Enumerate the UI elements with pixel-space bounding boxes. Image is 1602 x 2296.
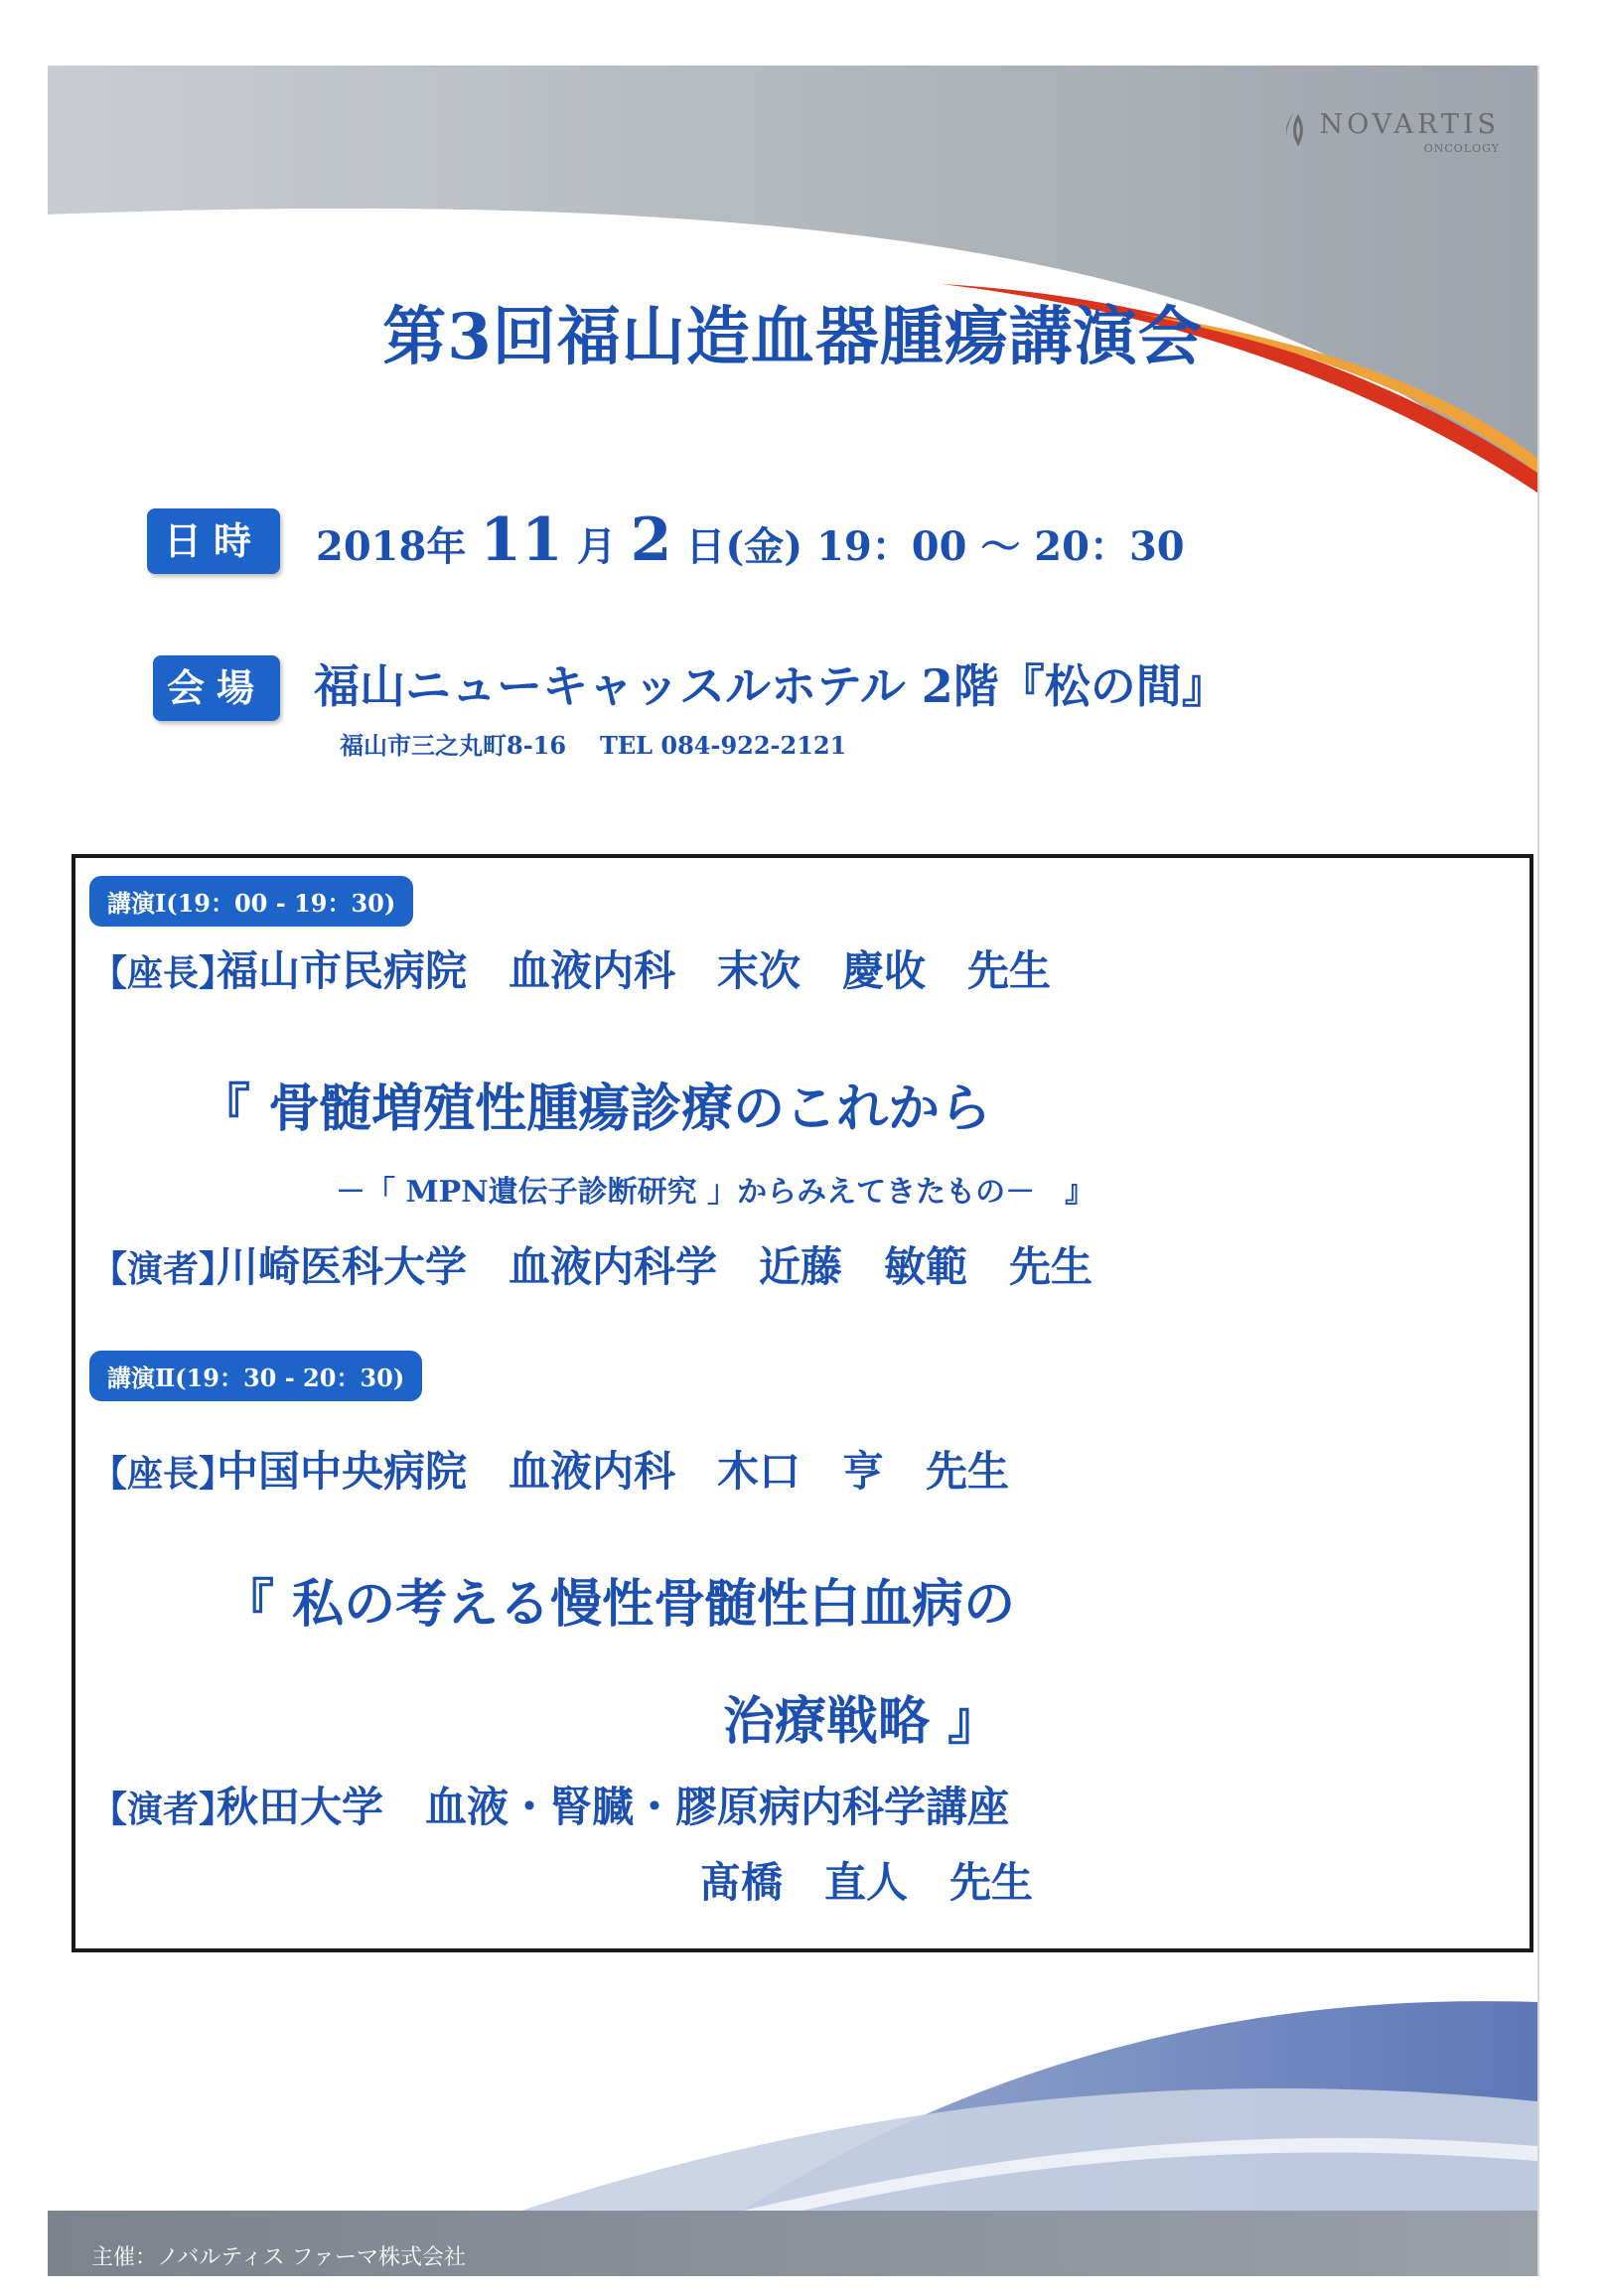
venue-label: 会場: [153, 655, 280, 721]
event-title: 第3回福山造血器腫瘍講演会: [382, 300, 1203, 374]
lecture1-chair: 福山市民病院 血液内科 末次 慶收 先生: [217, 946, 1052, 995]
lecture2-title-line2: 治療戦略 』: [723, 1691, 1000, 1752]
lecture2-chair-label: 【座長】: [91, 1453, 235, 1495]
lecture2-chair: 中国中央病院 血液内科 木口 亨 先生: [217, 1447, 1010, 1496]
lecture2-title-line1: 『 私の考える慢性骨髄性白血病の: [222, 1574, 1016, 1635]
lecture2-speaker-line2: 髙橋 直人 先生: [699, 1858, 1034, 1907]
datetime-time: 19：00 ～ 20：30: [816, 523, 1185, 570]
brand-name: NOVARTIS: [1319, 109, 1500, 140]
datetime-day-unit: 日: [685, 523, 726, 570]
datetime-year: 2018年: [316, 523, 467, 570]
organizer-footer: 主催：ノバルティス ファーマ株式会社: [91, 2245, 467, 2270]
datetime-day: 2: [630, 505, 672, 575]
venue-tel: TEL 084-922-2121: [600, 731, 847, 760]
program-box: [72, 854, 1533, 1952]
datetime-label: 日時: [147, 508, 280, 574]
novartis-logo: [1320, 109, 1500, 155]
venue-name: 福山ニューキャッスルホテル 2階『松の間』: [314, 659, 1228, 713]
datetime-weekday: (金): [725, 523, 803, 570]
top-grey-swoosh: [48, 66, 1537, 493]
datetime-value: [316, 501, 1185, 587]
brand-division: ONCOLOGY: [1423, 142, 1500, 155]
lecture2-speaker-line1: 秋田大学 血液・腎臓・膠原病内科学講座: [217, 1783, 1010, 1831]
lecture1-title-line1: 『 骨髄増殖性腫瘍診療のこれから: [199, 1078, 992, 1139]
lecture1-speaker: 川崎医科大学 血液内科学 近藤 敏範 先生: [217, 1242, 1093, 1291]
lecture2-badge: 講演Ⅱ(19：30 - 20：30): [89, 1351, 422, 1401]
lecture1-speaker-label: 【演者】: [91, 1248, 235, 1290]
venue-address: 福山市三之丸町8-16: [340, 731, 567, 760]
lecture2-speaker-label: 【演者】: [91, 1789, 235, 1830]
flyer-page: [48, 66, 1539, 2276]
lecture1-badge: 講演Ⅰ(19：00 - 19：30): [89, 876, 413, 927]
novartis-flame-icon: [1276, 109, 1310, 149]
lecture1-chair-label: 【座長】: [91, 952, 235, 994]
datetime-month-unit: 月: [576, 523, 617, 570]
lecture1-title-line2: －「 MPN遺伝子診断研究 」からみえてきたもの－ 』: [336, 1175, 1095, 1210]
datetime-month: 11: [480, 505, 563, 575]
